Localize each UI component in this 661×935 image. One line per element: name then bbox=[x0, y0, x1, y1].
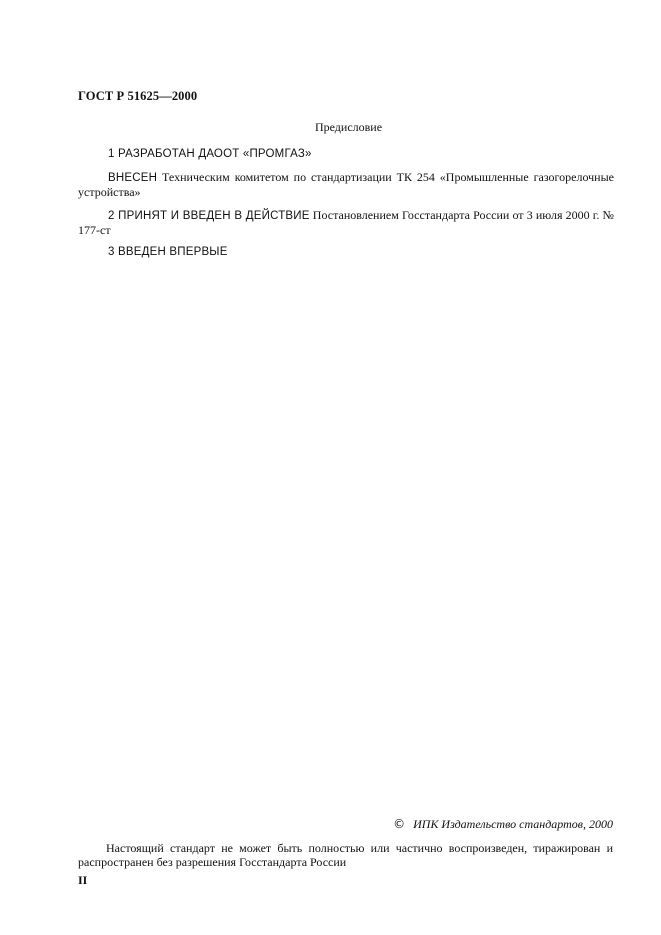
preface-item-introduced bbox=[78, 170, 614, 199]
copyright-line bbox=[393, 817, 613, 832]
reproduction-notice: Настоящий стандарт не может быть полностью или частично воспроизведен, тиражирован и распространен без разрешения Госстандарта России bbox=[78, 841, 613, 869]
page-number: II bbox=[78, 873, 88, 887]
preface-item-2 bbox=[78, 208, 614, 237]
item-3-lead: 3 ВВЕДЕН ВПЕРВЫЕ bbox=[108, 246, 228, 258]
standard-code-header: ГОСТ Р 51625—2000 bbox=[78, 89, 198, 103]
preface-item-1 bbox=[78, 146, 614, 161]
item-introduced-text: Техническим комитетом по стандартизации ТК 254 «Промышленные газогорелочные устройства» bbox=[78, 170, 614, 199]
item-2-lead: 2 ПРИНЯТ И ВВЕДЕН В ДЕЙСТВИЕ bbox=[108, 210, 310, 222]
copyright-publisher: ИПК Издательство стандартов, 2000 bbox=[413, 817, 613, 831]
copyright-symbol: © bbox=[393, 817, 406, 831]
item-introduced-lead: ВНЕСЕН bbox=[108, 172, 158, 184]
item-1-lead: 1 РАЗРАБОТАН ДАООТ «ПРОМГАЗ» bbox=[108, 148, 312, 160]
item-2-text: Постановлением Госстандарта России от 3 июля 2000 г. № 177-ст bbox=[78, 208, 614, 237]
preface-item-3 bbox=[78, 244, 614, 259]
preface-title: Предисловие bbox=[314, 120, 383, 134]
